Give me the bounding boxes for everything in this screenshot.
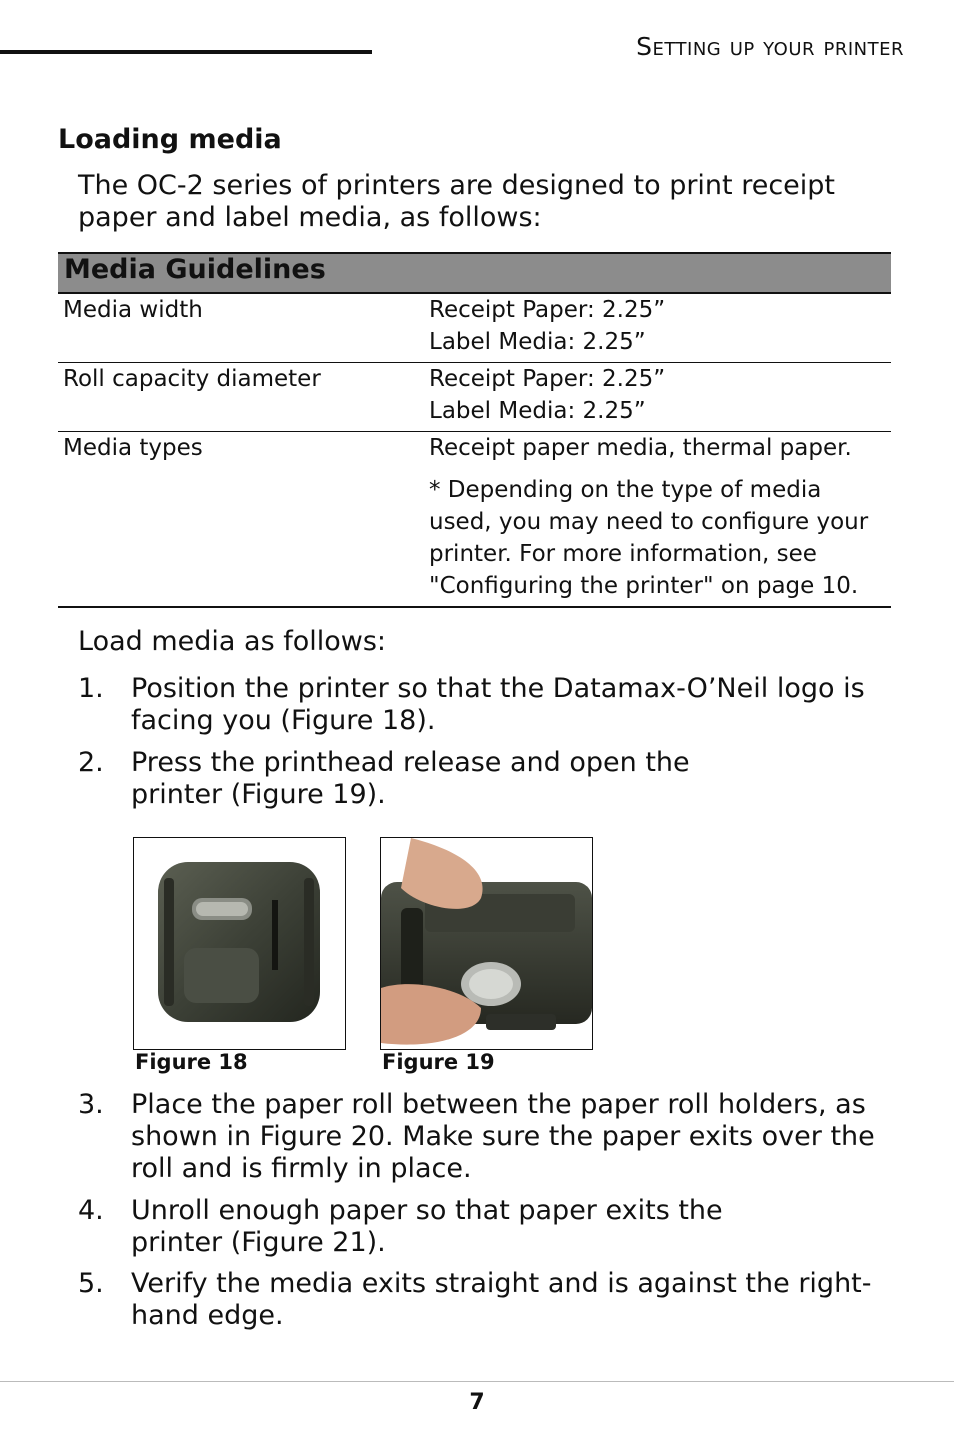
step-number: 3. bbox=[78, 1089, 104, 1120]
row-label: Media types bbox=[63, 435, 203, 461]
figure-18-image bbox=[133, 837, 346, 1050]
step-number: 4. bbox=[78, 1195, 104, 1226]
value-line: Label Media: 2.25” bbox=[429, 398, 646, 424]
section-heading: Loading media bbox=[58, 124, 282, 155]
printer-release-illustration bbox=[381, 838, 592, 1049]
load-intro: Load media as follows: bbox=[78, 626, 387, 657]
table-row bbox=[58, 363, 891, 432]
printer-front-illustration bbox=[134, 838, 345, 1049]
step-1 bbox=[78, 673, 908, 737]
page-number: 7 bbox=[469, 1390, 485, 1415]
table-row bbox=[58, 294, 891, 363]
row-label: Roll capacity diameter bbox=[63, 366, 321, 392]
figure-18-caption: Figure 18 bbox=[135, 1050, 248, 1074]
step-number: 1. bbox=[78, 673, 104, 704]
figure-19-image bbox=[380, 837, 593, 1050]
value-line: Receipt Paper: 2.25” bbox=[429, 366, 666, 392]
row-value bbox=[429, 432, 891, 602]
step-text: Unroll enough paper so that paper exits the printer (Figure 21). bbox=[131, 1195, 723, 1258]
row-value bbox=[429, 363, 891, 427]
value-line: Receipt paper media, thermal paper. bbox=[429, 435, 852, 461]
step-text: Press the printhead release and open the printer (Figure 19). bbox=[131, 747, 690, 810]
step-4 bbox=[78, 1195, 908, 1259]
step-number: 2. bbox=[78, 747, 104, 778]
value-line: Label Media: 2.25” bbox=[429, 329, 646, 355]
footer-rule bbox=[0, 1381, 954, 1382]
step-text: Verify the media exits straight and is against the right-hand edge. bbox=[131, 1268, 872, 1331]
value-line: Receipt Paper: 2.25” bbox=[429, 297, 666, 323]
row-label: Media width bbox=[63, 297, 203, 323]
header-rule bbox=[0, 50, 372, 54]
step-2 bbox=[78, 747, 908, 811]
step-3 bbox=[78, 1089, 908, 1185]
step-text: Place the paper roll between the paper roll holders, as shown in Figure 20. Make sure the paper exits over the roll and is firmly in place. bbox=[131, 1089, 875, 1184]
media-guidelines-table bbox=[58, 252, 891, 608]
table-header: Media Guidelines bbox=[58, 252, 891, 294]
step-5 bbox=[78, 1268, 908, 1332]
table-row bbox=[58, 432, 891, 608]
step-number: 5. bbox=[78, 1268, 104, 1299]
figure-19-caption: Figure 19 bbox=[382, 1050, 495, 1074]
step-text: Position the printer so that the Datamax-O’Neil logo is facing you (Figure 18). bbox=[131, 673, 865, 736]
intro-paragraph: The OC-2 series of printers are designed to print receipt paper and label media, as follows: bbox=[78, 170, 836, 233]
row-value bbox=[429, 294, 891, 358]
value-note: * Depending on the type of media used, you may need to configure your printer. For more information, see "Configuring the printer" on page 10. bbox=[429, 477, 869, 599]
running-header: Setting up your printer bbox=[636, 32, 904, 61]
